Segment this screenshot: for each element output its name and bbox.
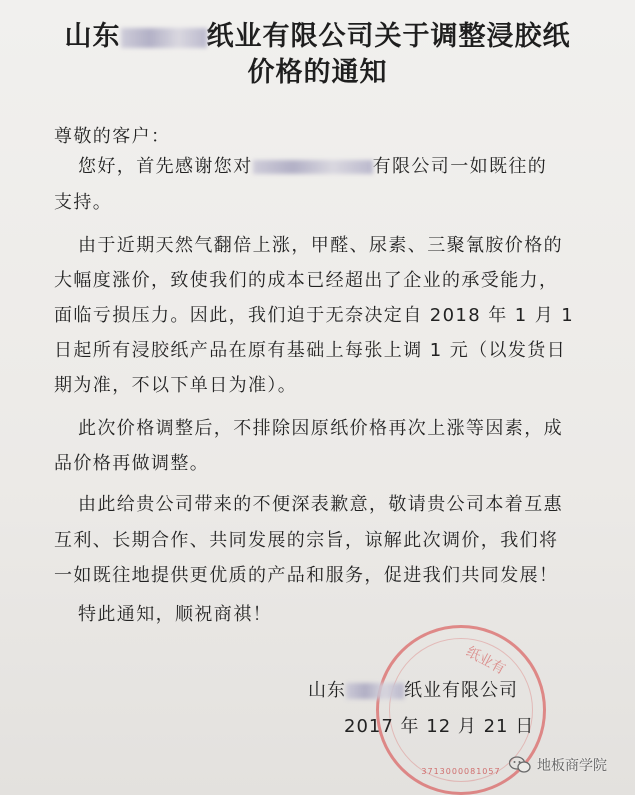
- title-prefix: 山东: [64, 21, 121, 52]
- redacted-company-name: [121, 28, 207, 48]
- body-line: [78, 414, 563, 440]
- body-line: [78, 490, 563, 516]
- body-line: [54, 526, 558, 552]
- body-line-text: 日起所有浸胶纸产品在原有基础上每张上调 1 元（以发货日: [54, 340, 567, 361]
- body-line: [54, 561, 558, 587]
- body-line-text: 大幅度涨价，致使我们的成本已经超出了企业的承受能力，: [54, 270, 559, 291]
- notice-title-line2: 价格的通知: [247, 57, 388, 88]
- redacted-signature-name: [346, 683, 404, 699]
- body-line-text: 由此给贵公司带来的不便深表歉意，敬请贵公司本着互惠: [78, 494, 563, 515]
- body-line: [78, 152, 547, 178]
- body-line: [54, 449, 209, 475]
- body-line-text: 您好，首先感谢您对: [78, 156, 253, 177]
- greeting: 尊敬的客户：: [54, 126, 171, 147]
- body-line-text: 一如既往地提供更优质的产品和服务，促进我们共同发展！: [54, 565, 559, 586]
- body-line: [78, 600, 272, 626]
- body-line: [54, 336, 566, 362]
- signature-suffix: 纸业有限公司: [404, 680, 518, 701]
- body-line-text: 互利、长期合作、共同发展的宗旨，谅解此次调价，我们将: [54, 530, 559, 551]
- wechat-icon: [509, 756, 531, 774]
- body-line: [54, 371, 297, 397]
- body-line: [54, 266, 558, 292]
- body-line-text: 由于近期天然气翻倍上涨，甲醛、尿素、三聚氰胺价格的: [78, 235, 563, 256]
- signature-prefix: 山东: [308, 680, 346, 701]
- signature-company: [308, 676, 518, 702]
- body-line-text: 有限公司一如既往的: [372, 156, 548, 177]
- signature-date: 2017 年 12 月 21 日: [344, 716, 535, 737]
- watermark: [509, 755, 607, 775]
- seal-code: 3713000081057: [421, 767, 501, 776]
- body-line: [78, 231, 563, 257]
- body-line-text: 期为准，不以下单日为准）。: [54, 375, 298, 396]
- body-line-text: 品价格再做调整。: [54, 453, 210, 474]
- title-suffix: 纸业有限公司关于调整浸胶纸: [206, 21, 571, 52]
- watermark-text: 地板商学院: [537, 758, 607, 774]
- body-line-text: 特此通知，顺祝商祺！: [78, 604, 272, 625]
- body-line-text: 面临亏损压力。因此，我们迫于无奈决定自 2018 年 1 月 1: [54, 305, 575, 326]
- body-line-text: 支持。: [54, 192, 113, 213]
- seal-text: 纸业有: [463, 643, 508, 678]
- redacted-company-name: [253, 160, 373, 174]
- notice-title-line1: [0, 14, 635, 53]
- body-line: [54, 188, 112, 214]
- body-line-text: 此次价格调整后，不排除因原纸价格再次上涨等因素，成: [78, 418, 563, 439]
- body-line: [54, 301, 574, 327]
